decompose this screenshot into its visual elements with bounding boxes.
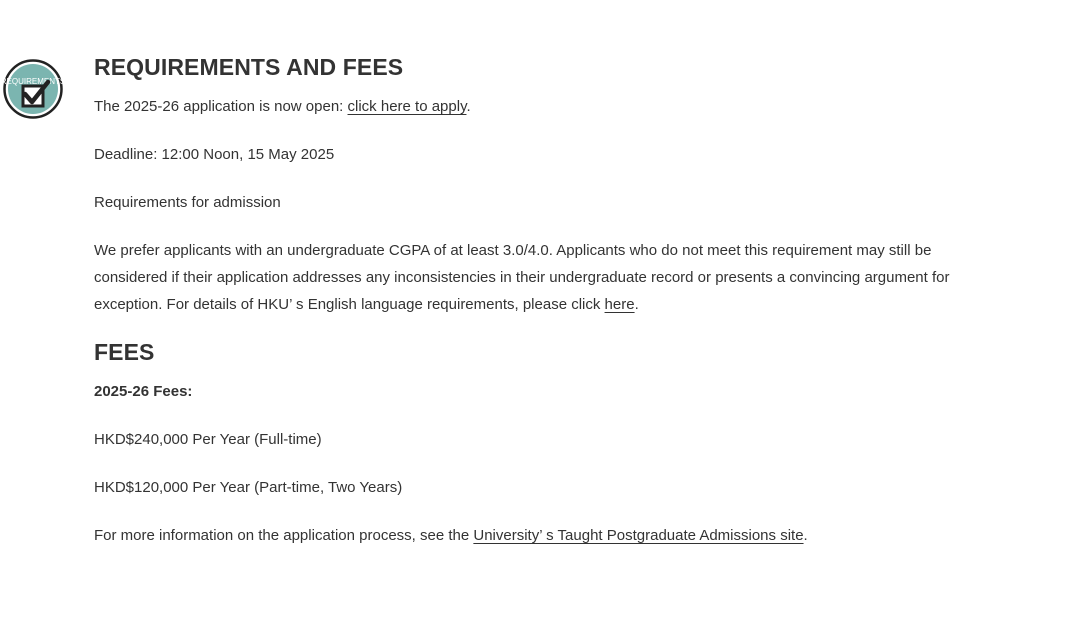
admission-requirements-heading: Requirements for admission — [94, 194, 281, 211]
fees-title: FEES — [94, 339, 155, 365]
cgpa-preference-suffix: . — [634, 296, 639, 313]
application-open-text — [94, 93, 994, 120]
full-time-fee: HKD$240,000 Per Year (Full-time) — [94, 431, 322, 448]
admissions-site-link[interactable]: University’ s Taught Postgraduate Admissions site — [473, 527, 804, 544]
fees-year-label: 2025-26 Fees: — [94, 383, 193, 400]
main-content — [94, 52, 994, 549]
cgpa-preference-body: We prefer applicants with an undergraduate CGPA of at least 3.0/4.0. Applicants who do not meet this requirement may still be considered if their application addresses any inconsistencies in their undergraduate record or presents a convincing argument for exception. For details of HKU’ s English language requirements, please click — [94, 242, 950, 313]
english-requirements-link[interactable]: here — [604, 296, 635, 313]
more-info-suffix: . — [803, 527, 808, 544]
requirements-badge-icon — [3, 59, 63, 119]
deadline-text: Deadline: 12:00 Noon, 15 May 2025 — [94, 146, 335, 163]
apply-link[interactable]: click here to apply — [347, 98, 467, 115]
requirements-title: REQUIREMENTS AND FEES — [94, 54, 404, 80]
cgpa-preference-text — [94, 237, 994, 318]
more-info-body: For more information on the application process, see the — [94, 527, 474, 544]
application-open-suffix: . — [466, 98, 471, 115]
application-open-label: The 2025-26 application is now open: — [94, 98, 348, 115]
part-time-fee: HKD$120,000 Per Year (Part-time, Two Years) — [94, 479, 403, 496]
more-info-text — [94, 522, 994, 549]
badge-label: REQUIREMENTS — [3, 77, 63, 86]
